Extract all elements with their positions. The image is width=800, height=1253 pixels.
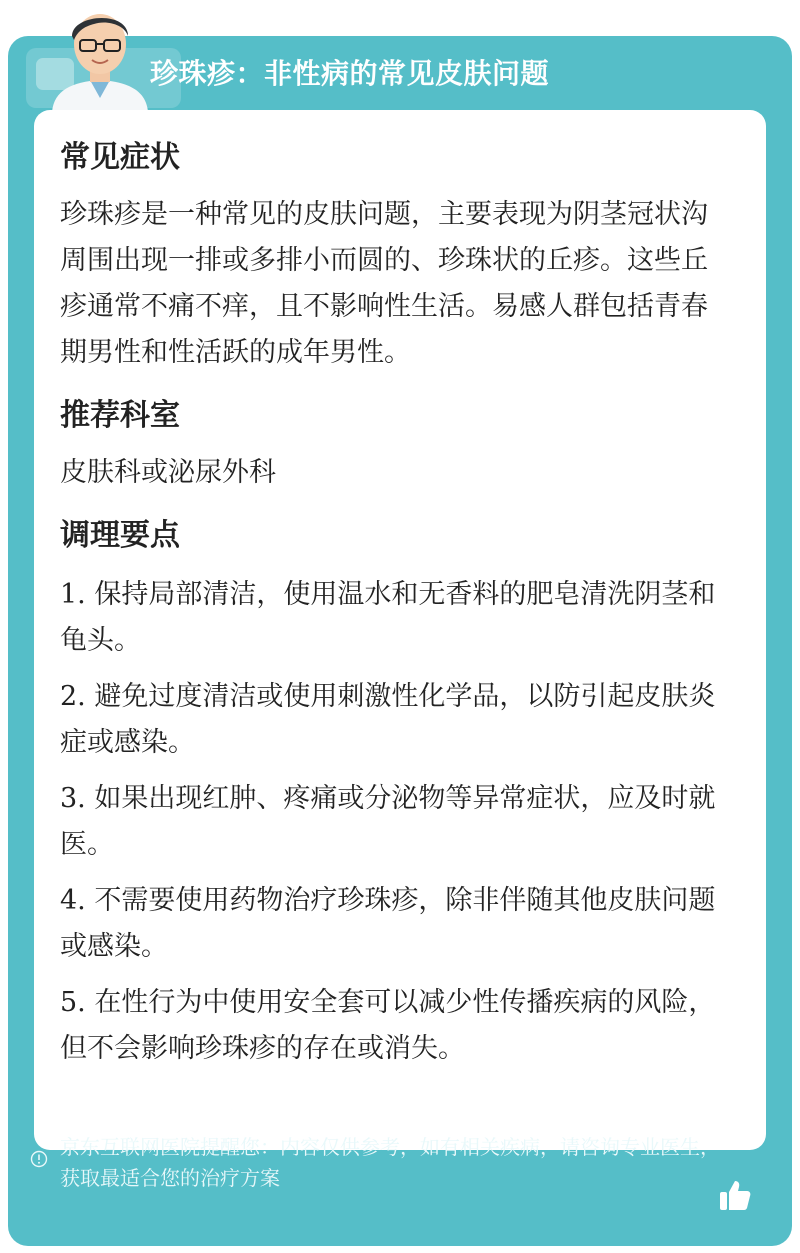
care-tip [60,776,732,868]
care-tip [60,980,732,1072]
tip-number: 1. [60,579,86,610]
department-heading: 推荐科室 [60,398,180,433]
care-tip [60,674,732,766]
symptoms-text: 珍珠疹是一种常见的皮肤问题，主要表现为阴茎冠状沟周围出现一排或多排小而圆的、珍珠状的丘疹。这些丘疹通常不痛不痒，且不影响性生活。易感人群包括青春期男性和性活跃的成年男性。 [60,199,708,368]
symptoms-heading: 常见症状 [60,140,180,175]
tip-text: 不需要使用药物治疗珍珠疹，除非伴随其他皮肤问题或感染。 [60,885,716,962]
card-content [60,136,732,1082]
tip-number: 5. [60,987,86,1018]
care-tips-heading: 调理要点 [60,518,180,553]
page-title: 珍珠疹：非性病的常见皮肤问题 [150,57,550,90]
tip-text: 避免过度清洁或使用刺激性化学品，以防引起皮肤炎症或感染。 [60,681,716,758]
thumbs-up-icon[interactable] [718,1178,752,1212]
tip-text: 如果出现红肿、疼痛或分泌物等异常症状，应及时就医。 [60,783,716,860]
tip-text: 保持局部清洁，使用温水和无香料的肥皂清洗阴茎和龟头。 [60,579,716,656]
doctor-avatar-icon [44,6,156,112]
tip-number: 3. [60,783,86,814]
info-icon [30,1150,48,1168]
tip-number: 4. [60,885,86,916]
care-tip [60,572,732,664]
care-tip [60,878,732,970]
department-text: 皮肤科或泌尿外科 [60,457,276,488]
tip-number: 2. [60,681,86,712]
disclaimer-text: 京东互联网医院提醒您：内容仅供参考，如有相关疾病，请咨询专业医生，获取最适合您的治疗方案 [60,1135,720,1190]
content-card [34,110,766,1150]
tip-text: 在性行为中使用安全套可以减少性传播疾病的风险，但不会影响珍珠疹的存在或消失。 [60,987,716,1064]
